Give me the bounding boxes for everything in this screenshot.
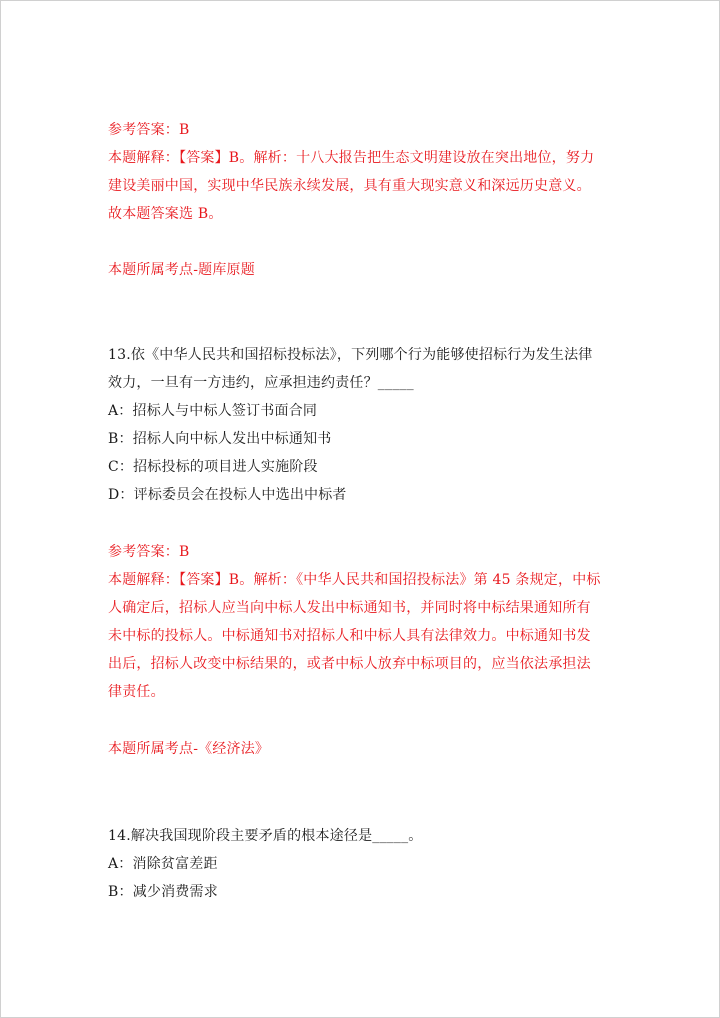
q13-explanation-line: 出后，招标人改变中标结果的，或者中标人放弃中标项目的，应当依法承担法: [108, 656, 591, 672]
q13-option-b: B：招标人向中标人发出中标通知书: [108, 431, 332, 447]
q12-explanation-line: 建设美丽中国，实现中华民族永续发展，具有重大现实意义和深远历史意义。: [108, 178, 591, 194]
q13-question-line: 13.依《中华人民共和国招标投标法》，下列哪个行为能够使招标行为发生法律: [108, 347, 593, 363]
q13-question-line: 效力，一旦有一方违约，应承担违约责任？_____: [108, 375, 414, 391]
q13-explanation-line: 人确定后，招标人应当向中标人发出中标通知书，并同时将中标结果通知所有: [108, 600, 591, 616]
q13-explanation-line: 本题解释：【答案】B。解析：《中华人民共和国招投标法》第 45 条规定，中标: [108, 572, 601, 588]
q13-answer: 参考答案：B: [108, 544, 190, 560]
q12-explanation-line: 本题解释：【答案】B。解析：十八大报告把生态文明建设放在突出地位，努力: [108, 150, 595, 166]
q14-option-a: A：消除贫富差距: [108, 856, 218, 872]
q12-answer: 参考答案：B: [108, 122, 190, 138]
q12-explanation-line: 故本题答案选 B。: [108, 206, 223, 222]
q13-option-c: C：招标投标的项目进人实施阶段: [108, 459, 318, 475]
q13-topic: 本题所属考点-《经济法》: [108, 741, 270, 757]
q13-explanation-line: 未中标的投标人。中标通知书对招标人和中标人具有法律效力。中标通知书发: [108, 628, 591, 644]
q13-explanation-line: 律责任。: [108, 684, 165, 700]
q14-option-b: B：减少消费需求: [108, 884, 218, 900]
q13-option-d: D：评标委员会在投标人中选出中标者: [108, 487, 347, 503]
q14-question-line: 14.解决我国现阶段主要矛盾的根本途径是_____。: [108, 828, 423, 844]
q12-topic: 本题所属考点-题库原题: [108, 262, 255, 278]
q13-option-a: A：招标人与中标人签订书面合同: [108, 403, 318, 419]
